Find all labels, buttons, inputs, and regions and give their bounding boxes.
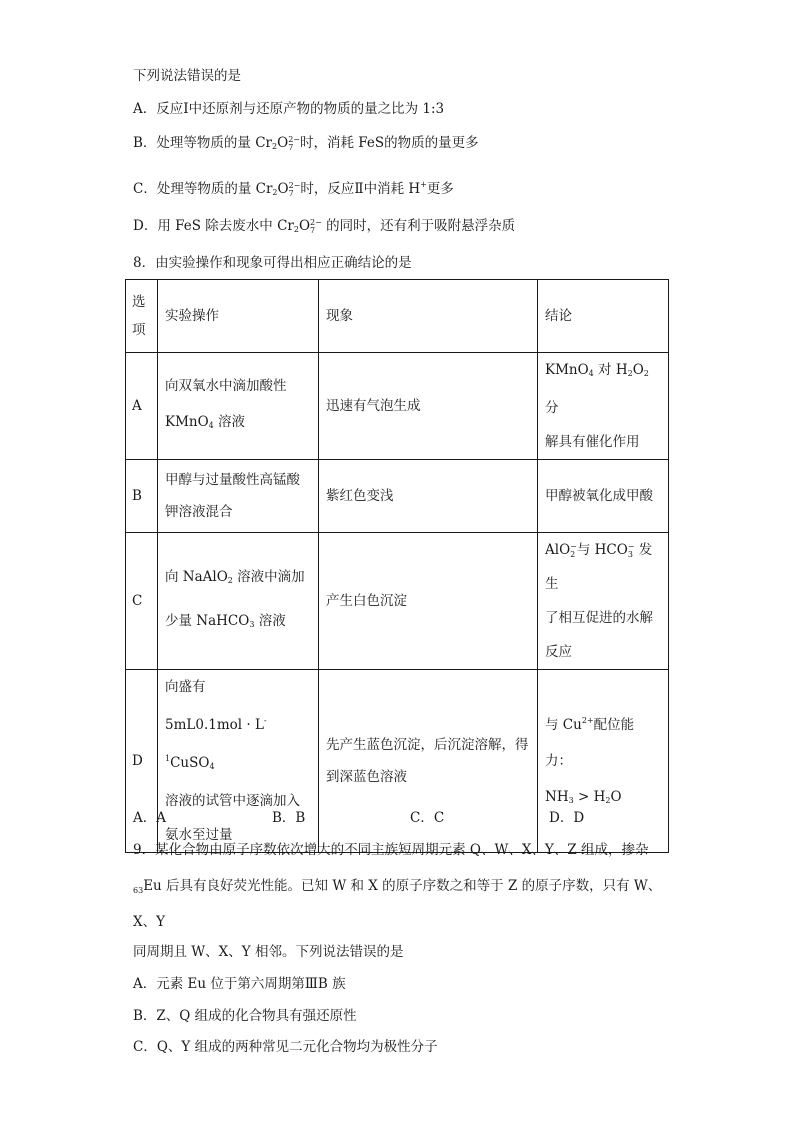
row-operation: 甲醇与过量酸性高锰酸 钾溶液混合 bbox=[158, 460, 319, 533]
q8-table bbox=[125, 279, 669, 853]
q7-prompt: 下列说法错误的是 bbox=[133, 68, 241, 84]
dichromate-formula: $Cr_2O$ 2− 7 bbox=[255, 181, 301, 198]
row-phenomenon: 迅速有气泡生成 bbox=[319, 353, 538, 460]
table-row bbox=[126, 670, 669, 853]
table-row bbox=[126, 460, 669, 533]
row-conclusion: 与 $Cu^{2+}$配位能力： $NH_3 > H_2O$ bbox=[538, 670, 669, 853]
table-row bbox=[126, 533, 669, 670]
row-label: A bbox=[126, 353, 158, 460]
header-phenomenon: 现象 bbox=[319, 280, 538, 353]
row-conclusion: AlO − 2 与 HCO − 3 发生 了相互促进的水解 反应 bbox=[538, 533, 669, 670]
answer-option-a: A．A bbox=[133, 810, 166, 826]
row-operation: 向双氧水中滴加酸性 KMnO$_4$ 溶液 bbox=[158, 353, 319, 460]
header-operation: 实验操作 bbox=[158, 280, 319, 353]
row-conclusion: 甲醇被氧化成甲酸 bbox=[538, 460, 669, 533]
answer-option-c: C．C bbox=[410, 810, 445, 826]
row-phenomenon: 先产生蓝色沉淀，后沉淀溶解，得 到深蓝色溶液 bbox=[319, 670, 538, 853]
row-phenomenon: 紫红色变浅 bbox=[319, 460, 538, 533]
answer-option-b: B．B bbox=[272, 810, 306, 826]
q9-option-b: B．Z、Q 组成的化合物具有强还原性 bbox=[133, 1008, 357, 1024]
row-label: C bbox=[126, 533, 158, 670]
dichromate-formula: $Cr_2O$ 2− 7 bbox=[277, 218, 322, 235]
table-row bbox=[126, 353, 669, 460]
row-phenomenon: 产生白色沉淀 bbox=[319, 533, 538, 670]
answer-option-d: D．D bbox=[549, 810, 585, 826]
q7-option-d: D．用 FeS 除去废水中 $Cr_2O$ 2− 7 的同时，还有利于吸附悬浮杂质 bbox=[133, 218, 516, 235]
q9-stem-line3: X、Y bbox=[133, 914, 166, 930]
q7-option-a: A．反应Ⅰ中还原剂与还原产物的物质的量之比为 1:3 bbox=[133, 101, 445, 117]
q9-stem-line1: 9．某化合物由原子序数依次增大的不同主族短周期元素 Q、W、X、Y、Z 组成，掺杂 bbox=[133, 842, 649, 858]
q9-stem-line4: 同周期且 W、X、Y 相邻。下列说法错误的是 bbox=[133, 944, 404, 960]
header-conclusion: 结论 bbox=[538, 280, 669, 353]
q7-option-b: B．处理等物质的量 $Cr_2O$ 2− 7 时，消耗 FeS的物质的量更多 bbox=[133, 135, 479, 152]
q9-option-a: A．元素 Eu 位于第六周期第ⅢB 族 bbox=[133, 976, 346, 992]
q8-stem: 8．由实验操作和现象可得出相应正确结论的是 bbox=[133, 255, 412, 271]
row-label: D bbox=[126, 670, 158, 853]
row-conclusion: KMnO$_4$ 对 $H_2O_2$ 分 解具有催化作用 bbox=[538, 353, 669, 460]
table-header-row bbox=[126, 280, 669, 353]
q9-stem-line2: $_{63}$Eu 后具有良好荧光性能。已知 W 和 X 的原子序数之和等于 Z 的原子序数，只有 W、 bbox=[133, 878, 662, 895]
row-label: B bbox=[126, 460, 158, 533]
row-operation: 向 NaAlO$_2$ 溶液中滴加 少量 NaHCO$_3$ 溶液 bbox=[158, 533, 319, 670]
header-option: 选 项 bbox=[126, 280, 158, 353]
q7-option-c: C．处理等物质的量 $Cr_2O$ 2− 7 时，反应Ⅱ中消耗 H+更多 bbox=[133, 180, 454, 198]
dichromate-formula: $Cr_2O$ 2− 7 bbox=[255, 135, 300, 152]
q9-option-c: C．Q、Y 组成的两种常见二元化合物均为极性分子 bbox=[133, 1039, 438, 1055]
row-operation: 向盛有 $5mL0.1mol \cdot L^{-1}CuSO_4$ 溶液的试管中逐滴加入 氨水至过量 bbox=[158, 670, 319, 853]
